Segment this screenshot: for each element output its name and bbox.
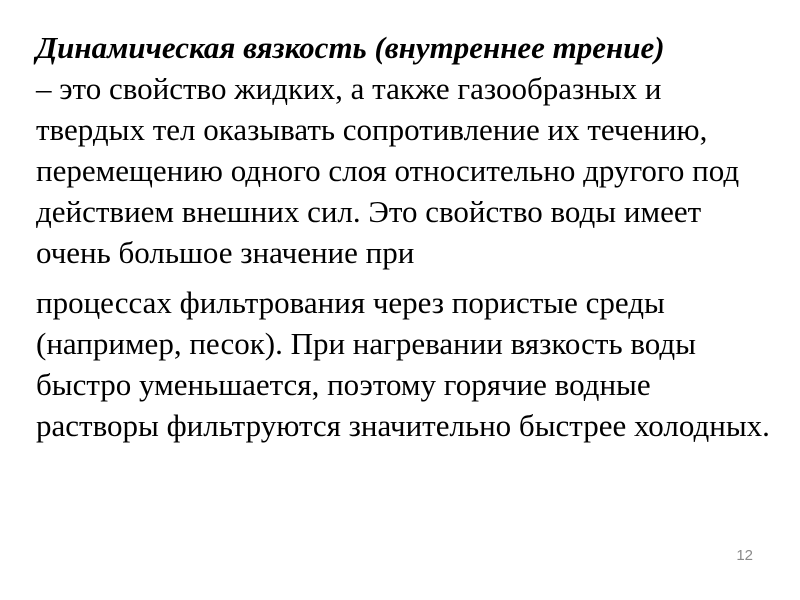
definition-paragraph xyxy=(36,27,776,273)
slide-body xyxy=(36,27,776,446)
filtration-paragraph: процессах фильтрования через пористые среды (например, песок). При нагревании вязкость воды быстро уменьшается, поэтому горячие водные растворы фильтруются значительно быстрее холодных. xyxy=(36,285,770,443)
page-number: 12 xyxy=(736,547,753,564)
definition-text: – это свойство жидких, а также газообразных и твердых тел оказывать сопротивление их течению, перемещению одного слоя относительно другого под действием внешних сил. Это свойство воды имеет очень большое значение при xyxy=(36,71,740,270)
term-heading: Динамическая вязкость (внутреннее трение) xyxy=(36,30,665,65)
